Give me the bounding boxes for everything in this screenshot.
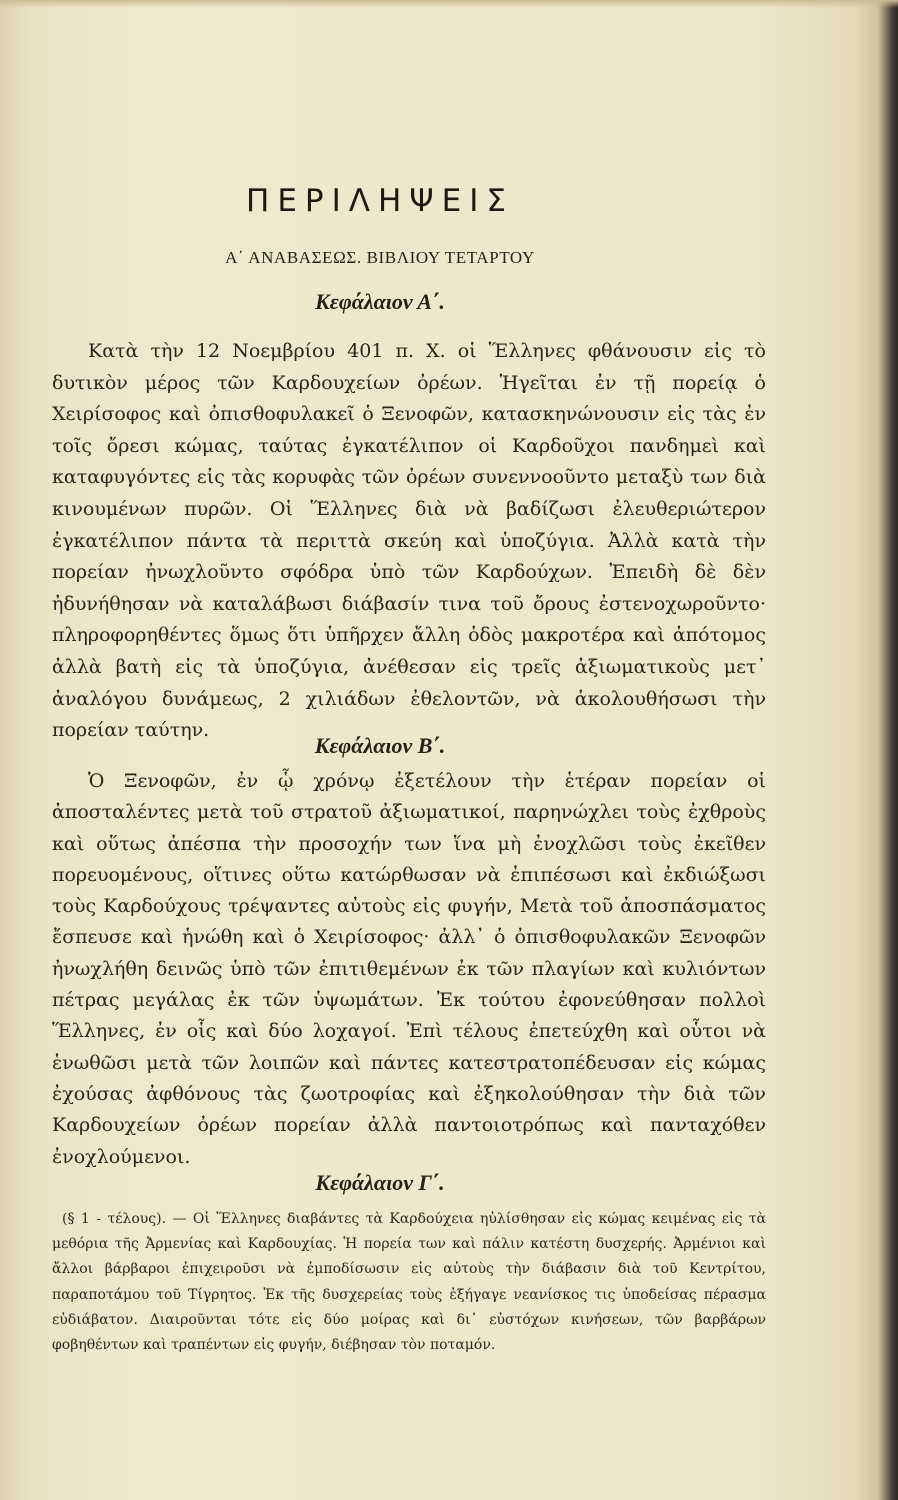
chapter-1-heading: Κεφάλαιον Α΄. xyxy=(315,289,445,314)
chapter-3-text: (§ 1 - τέλους). — Οἱ Ἕλληνες διαβάντες τὰ Καρδούχεια ηὐλίσθησαν εἰς κώμας κειμένας εἰς τὰ μεθόρια τῆς Ἀρμενίας καὶ Καρδουχίας. Ἡ πορεία των καὶ πάλιν κατέστη δυσχερής. Ἀρμένιοι καὶ ἄλλοι βάρβαροι ἐπιχειροῦσι νὰ ἐμποδίσωσιν εἰς αὐτοὺς τὴν διάβασιν διὰ τοῦ Κεντρίτου, παραποτάμου τοῦ Τίγρητος. Ἐκ τῆς δυσχερείας τοὺς ἐξήγαγε νεανίσκος τις ὑποδείσας πέρασμα εὐδιάβατον. Διαιροῦνται τότε εἰς δύο μοίρας καὶ δι᾽ εὐστόχων κινήσεων, τῶν βαρβάρων φοβηθέντων καὶ τραπέντων εἰς φυγήν, διέβησαν τὸν ποταμόν. xyxy=(52,1211,766,1354)
page-top-edge-shadow xyxy=(0,0,898,8)
page-title: ΠΕΡΙΛΗΨΕΙΣ xyxy=(246,183,514,219)
chapter-2-text: Ὁ Ξενοφῶν, ἐν ᾧ χρόνῳ ἐξετέλουν τὴν ἑτέραν πορείαν οἱ ἀποσταλέντες μετὰ τοῦ στρατοῦ ἀξιωματικοί, παρηνώχλει τοὺς ἐχθροὺς καὶ οὕτως ἀπέσπα τὴν προσοχήν των ἵνα μὴ ἐνοχλῶσι τοὺς ἐκεῖθεν πορευομένους, οἵτινες οὕτω κατώρθωσαν νὰ ἐπιπέσωσι καὶ ἐκδιώξωσι τοὺς Καρδούχους τρέψαντες αὐτοὺς εἰς φυγήν, Μετὰ τοῦ ἀποσπάσματος ἔσπευσε καὶ ἡνώθη καὶ ὁ Χειρίσοφος· ἀλλ᾽ ὁ ὀπισθοφυλακῶν Ξενοφῶν ἠνωχλήθη δεινῶς ὑπὸ τῶν ἐπιτιθεμένων ἐκ τῶν πλαγίων καὶ κυλιόντων πέτρας μεγάλας ἐκ τῶν ὑψωμάτων. Ἐκ τούτου ἐφονεύθησαν πολλοὶ Ἕλληνες, ἐν οἷς καὶ δύο λοχαγοί. Ἐπὶ τέλους ἐπετεύχθη καὶ οὗτοι νὰ ἑνωθῶσι μετὰ τῶν λοιπῶν καὶ πάντες κατεστρατοπέδευσαν εἰς κώμας ἐχούσας ἀφθόνους τὰς ζωοτροφίας καὶ ἐξηκολούθησαν τὴν διὰ τῶν Καρδουχείων ὀρέων πορείαν ἀλλὰ παντοιοτρόπως καὶ πανταχόθεν ἐνοχλούμενοι. xyxy=(52,770,766,1168)
chapter-3-heading: Κεφάλαιον Γ΄. xyxy=(315,1170,445,1195)
chapter-1-text: Κατὰ τὴν 12 Νοεμβρίου 401 π. Χ. οἱ Ἕλληνες φθάνουσιν εἰς τὸ δυτικὸν μέρος τῶν Καρδουχείων ὀρέων. Ἡγεῖται ἐν τῇ πορείᾳ ὁ Χειρίσοφος καὶ ὀπισθοφυλακεῖ ὁ Ξενοφῶν, κατασκηνώνουσιν εἰς τὰς ἐν τοῖς ὄρεσι κώμας, ταύτας ἐγκατέλιπον οἱ Καρδοῦχοι πανδημεὶ καὶ καταφυγόντες εἰς τὰς κορυφὰς τῶν ὀρέων συνεννοοῦντο μεταξὺ των διὰ κινουμένων πυρῶν. Οἱ Ἕλληνες διὰ νὰ βαδίζωσι ἐλευθεριώτερον ἐγκατέλιπον πάντα τὰ περιττὰ σκεύη καὶ ὑποζύγια. Ἀλλὰ κατὰ τὴν πορείαν ἠνωχλοῦντο σφόδρα ὑπὸ τῶν Καρδούχων. Ἐπειδὴ δὲ δὲν ἠδυνήθησαν νὰ καταλάβωσι διάβασίν τινα τοῦ ὄρους ἐστενοχωροῦντο· πληροφορηθέντες ὅμως ὅτι ὑπῆρχεν ἄλλη ὁδὸς μακροτέρα καὶ ἀπότομος ἀλλὰ βατὴ εἰς τὰ ὑποζύγια, ἀνέθεσαν εἰς τρεῖς ἀξιωματικοὺς μετ᾽ ἀναλόγου δυνάμεως, 2 χιλιάδων ἐθελοντῶν, νὰ ἀκολουθήσωσι τὴν πορείαν ταύτην. xyxy=(52,340,766,742)
page-subtitle: Α΄ ΑΝΑΒΑΣΕΩΣ. ΒΙΒΛΙΟΥ ΤΕΤΑΡΤΟΥ xyxy=(225,248,535,267)
chapter-2-heading: Κεφάλαιον Β΄. xyxy=(314,733,446,758)
